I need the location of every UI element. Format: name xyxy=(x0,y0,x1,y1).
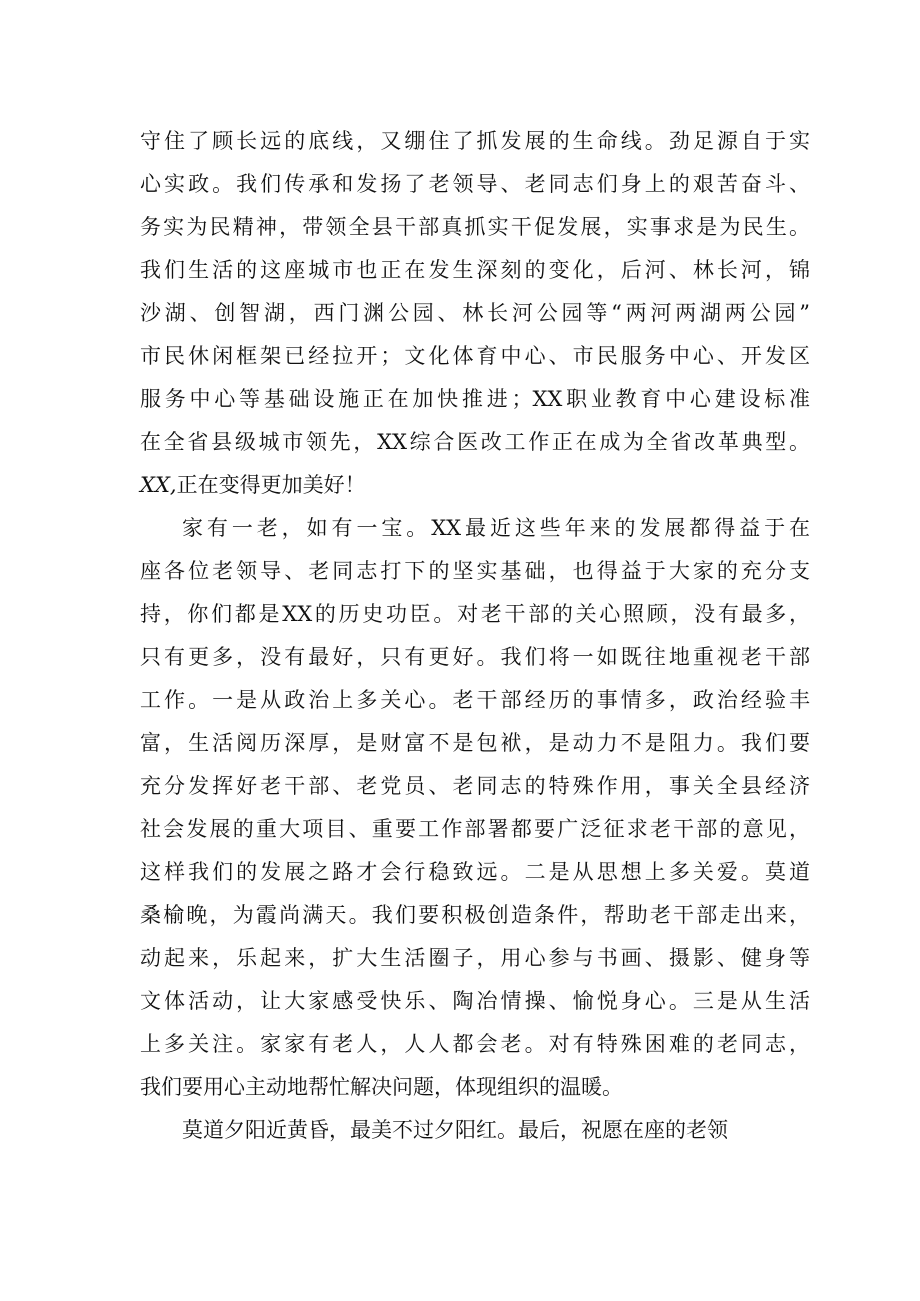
text-line: 桑榆晚，为霞尚满天。我们要积极创造条件，帮助老干部走出来， xyxy=(140,903,810,927)
text-line: 只有更多，没有最好，只有更好。我们将一如既往地重视老干部 xyxy=(140,645,810,669)
italic-xx: XX, xyxy=(140,473,177,497)
text-line: 富，生活阅历深厚，是财富不是包袱，是动力不是阻力。我们要 xyxy=(140,731,810,755)
text-fragment: 正在变得更加美好！ xyxy=(176,473,366,497)
text-line: 在全省县级城市领先，XX综合医改工作正在成为全省改革典型。 xyxy=(140,430,810,454)
body-text xyxy=(140,120,810,1152)
text-line: 上多关注。家家有老人，人人都会老。对有特殊困难的老同志， xyxy=(140,1032,810,1056)
text-line: 沙湖、创智湖，西门渊公园、林长河公园等“两河两湖两公园” xyxy=(140,301,810,325)
paragraph-start: 家有一老，如有一宝。XX最近这些年来的发展都得益于在 xyxy=(182,516,810,540)
text-line: 充分发挥好老干部、老党员、老同志的特殊作用，事关全县经济 xyxy=(140,774,810,798)
text-line: 我们要用心主动地帮忙解决问题，体现组织的温暖。 xyxy=(140,1075,623,1099)
text-line: 心实政。我们传承和发扬了老领导、老同志们身上的艰苦奋斗、 xyxy=(140,172,810,196)
text-line: 持，你们都是XX的历史功臣。对老干部的关心照顾，没有最多， xyxy=(140,602,810,626)
text-line: 我们生活的这座城市也正在发生深刻的变化，后河、林长河，锦 xyxy=(140,258,810,282)
paragraph-start: 莫道夕阳近黄昏，最美不过夕阳红。最后，祝愿在座的老领 xyxy=(182,1118,728,1142)
text-line: 市民休闲框架已经拉开；文化体育中心、市民服务中心、开发区 xyxy=(140,344,810,368)
text-line: 服务中心等基础设施正在加快推进；XX职业教育中心建设标准 xyxy=(140,387,810,411)
text-line: 动起来，乐起来，扩大生活圈子，用心参与书画、摄影、健身等 xyxy=(140,946,810,970)
text-line xyxy=(140,464,810,507)
text-line: 文体活动，让大家感受快乐、陶冶情操、愉悦身心。三是从生活 xyxy=(140,989,810,1013)
text-line: 座各位老领导、老同志打下的坚实基础，也得益于大家的充分支 xyxy=(140,559,810,583)
text-line: 守住了顾长远的底线，又绷住了抓发展的生命线。劲足源自于实 xyxy=(140,129,810,153)
text-line: 务实为民精神，带领全县干部真抓实干促发展，实事求是为民生。 xyxy=(140,215,810,239)
text-line: 社会发展的重大项目、重要工作部署都要广泛征求老干部的意见， xyxy=(140,817,810,841)
text-line: 这样我们的发展之路才会行稳致远。二是从思想上多关爱。莫道 xyxy=(140,860,810,884)
text-line: 工作。一是从政治上多关心。老干部经历的事情多，政治经验丰 xyxy=(140,688,810,712)
